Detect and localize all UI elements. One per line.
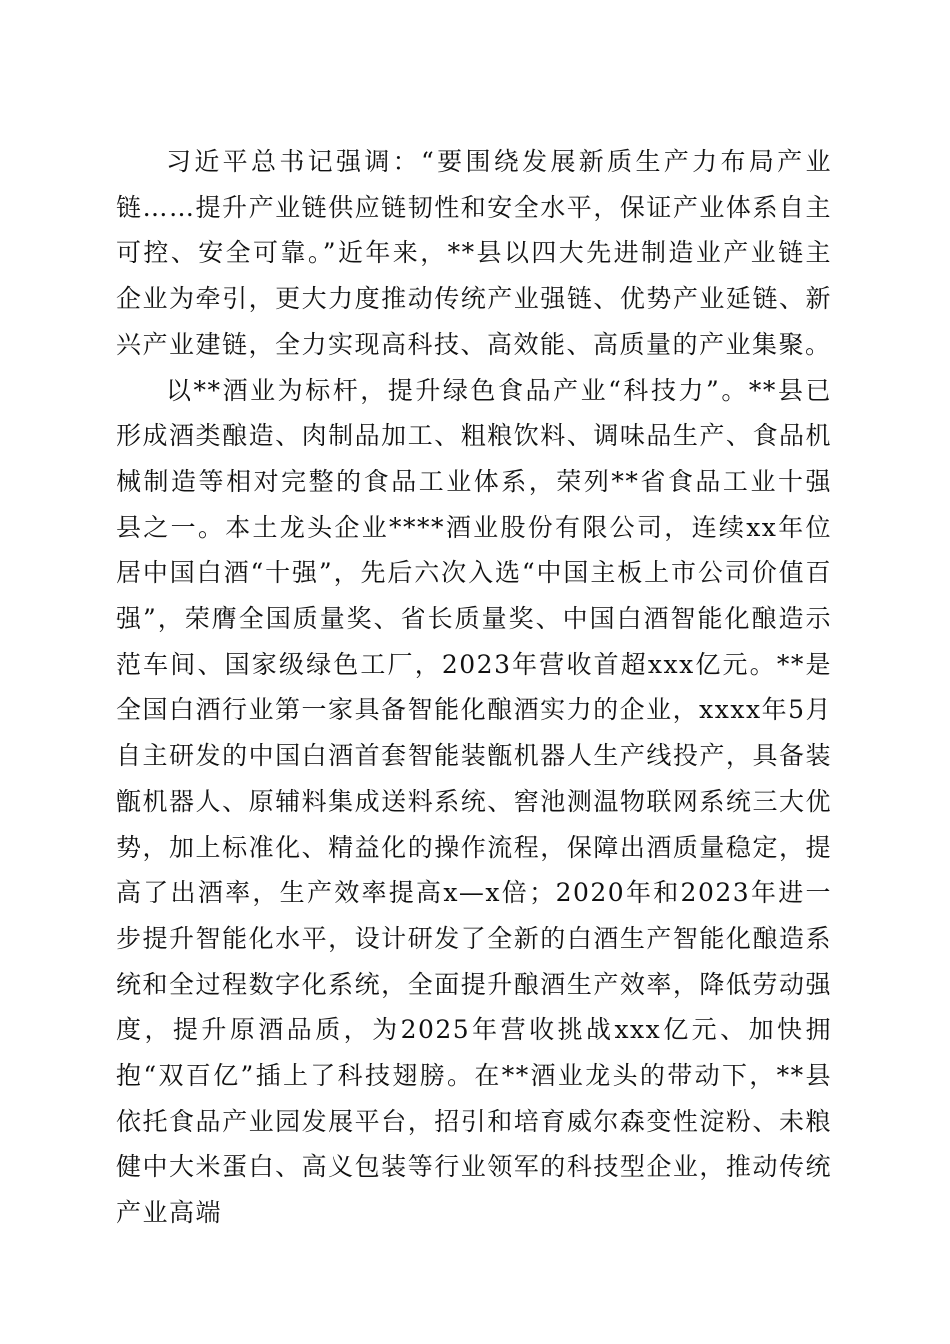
paragraph-intro: 习近平总书记强调：“要围绕发展新质生产力布局产业链……提升产业链供应链韧性和安全水平，保证产业体系自主可控、安全可靠。”近年来，**县以四大先进制造业产业链主企业为牵引，更大力度推动传统产业强链、优势产业延链、新兴产业建链，全力实现高科技、高效能、高质量的产业集聚。: [116, 147, 832, 359]
document-body: [116, 139, 832, 1236]
paragraph-liquor-industry: 以**酒业为标杆，提升绿色食品产业“科技力”。**县已形成酒类酿造、肉制品加工、粗粮饮料、调味品生产、食品机械制造等相对完整的食品工业体系，荣列**省食品工业十强县之一。本土龙头企业****酒业股份有限公司，连续xx年位居中国白酒“十强”，先后六次入选“中国主板上市公司价值百强”，荣膺全国质量奖、省长质量奖、中国白酒智能化酿造示范车间、国家级绿色工厂，2023年营收首超xxx亿元。**是全国白酒行业第一家具备智能化酿酒实力的企业，xxxx年5月自主研发的中国白酒首套智能装甑机器人生产线投产，具备装甑机器人、原辅料集成送料系统、窖池测温物联网系统三大优势，加上标准化、精益化的操作流程，保障出酒质量稳定，提高了出酒率，生产效率提高x—x倍；2020年和2023年进一步提升智能化水平，设计研发了全新的白酒生产智能化酿造系统和全过程数字化系统，全面提升酿酒生产效率，降低劳动强度，提升原酒品质，为2025年营收挑战xxx亿元、加快拥抱“双百亿”插上了科技翅膀。在**酒业龙头的带动下，**县依托食品产业园发展平台，招引和培育威尔森变性淀粉、未粮健中大米蛋白、高义包装等行业领军的科技型企业，推动传统产业高端: [116, 375, 832, 1228]
